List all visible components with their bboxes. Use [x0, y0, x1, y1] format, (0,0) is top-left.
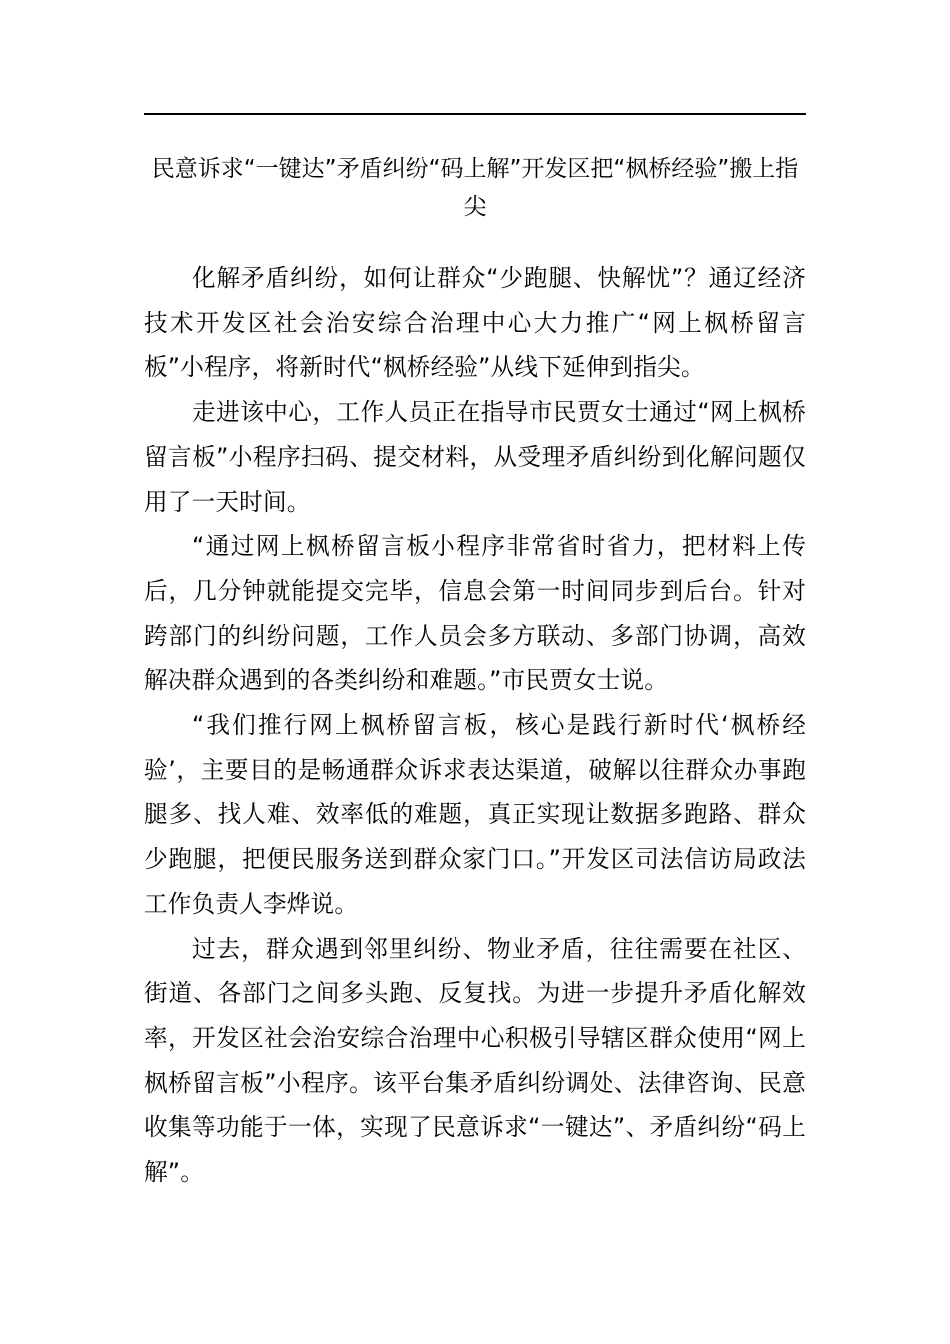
paragraph-3: “通过网上枫桥留言板小程序非常省时省力，把材料上传后，几分钟就能提交完毕，信息会第一时间同步到后台。针对跨部门的纠纷问题，工作人员会多方联动、多部门协调，高效解决群众遇到的各类纠纷和难题。”市民贾女士说。	[144, 532, 806, 695]
paragraph-1: 化解矛盾纠纷，如何让群众“少跑腿、快解忧”？通辽经济技术开发区社会治安综合治理中心大力推广“网上枫桥留言板”小程序，将新时代“枫桥经验”从线下延伸到指尖。	[144, 264, 806, 382]
header-rule	[144, 113, 806, 115]
paragraph-5: 过去，群众遇到邻里纠纷、物业矛盾，往往需要在社区、街道、各部门之间多头跑、反复找。为进一步提升矛盾化解效率，开发区社会治安综合治理中心积极引导辖区群众使用“网上枫桥留言板”小程序。该平台集矛盾纠纷调处、法律咨询、民意收集等功能于一体，实现了民意诉求“一键达”、矛盾纠纷“码上解”。	[144, 934, 806, 1187]
paragraph-2: 走进该中心，工作人员正在指导市民贾女士通过“网上枫桥留言板”小程序扫码、提交材料，从受理矛盾纠纷到化解问题仅用了一天时间。	[144, 398, 806, 516]
paragraph-4: “我们推行网上枫桥留言板，核心是践行新时代‘枫桥经验’，主要目的是畅通群众诉求表达渠道，破解以往群众办事跑腿多、找人难、效率低的难题，真正实现让数据多跑路、群众少跑腿，把便民服务送到群众家门口。”开发区司法信访局政法工作负责人李烨说。	[144, 711, 806, 918]
article-body	[144, 256, 806, 1195]
article-title: 民意诉求“一键达”矛盾纠纷“码上解”开发区把“枫桥经验”搬上指尖	[151, 156, 799, 220]
